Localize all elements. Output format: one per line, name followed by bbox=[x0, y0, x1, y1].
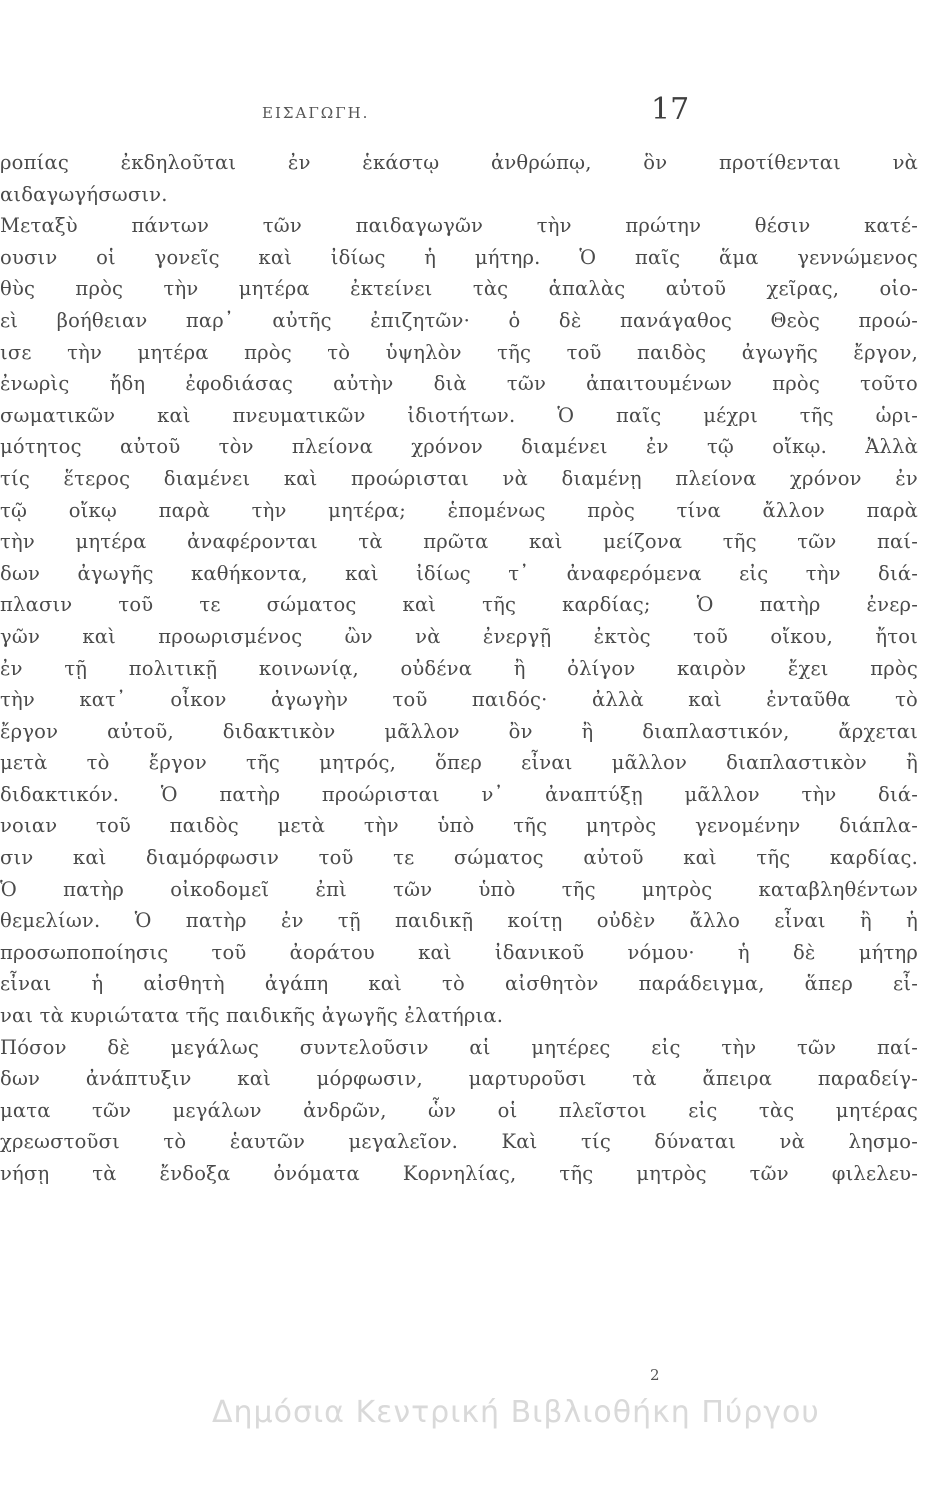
text-line: γῶν καὶ προωρισμένος ὢν νὰ ἐνεργῇ ἐκτὸς τοῦ οἴκου, ἤτοι bbox=[0, 624, 918, 648]
text-line: πλασιν τοῦ τε σώματος καὶ τῆς καρδίας; Ὁ πατὴρ ἐνερ- bbox=[0, 593, 918, 617]
text-line: ναι τὰ κυριώτατα τῆς παιδικῆς ἀγωγῆς ἐλατήρια. bbox=[0, 1004, 504, 1028]
text-line: τῷ οἴκῳ παρὰ τὴν μητέρα; ἑπομένως πρὸς τίνα ἄλλον παρὰ bbox=[0, 498, 918, 522]
text-line: σωματικῶν καὶ πνευματικῶν ἰδιοτήτων. Ὁ παῖς μέχρι τῆς ὡρι- bbox=[0, 403, 918, 427]
text-line: αιδαγωγήσωσιν. bbox=[0, 182, 168, 206]
text-line: θεμελίων. Ὁ πατὴρ ἐν τῇ παιδικῇ κοίτῃ οὐδὲν ἄλλο εἶναι ἢ ἡ bbox=[0, 909, 918, 933]
text-line: ροπίας ἐκδηλοῦται ἐν ἑκάστῳ ἀνθρώπῳ, ὃν προτίθενται νὰ bbox=[0, 151, 918, 174]
text-line: δων ἀγωγῆς καθήκοντα, καὶ ἰδίως τ᾽ ἀναφερόμενα εἰς τὴν διά- bbox=[0, 561, 918, 585]
text-line: τὴν μητέρα ἀναφέρονται τὰ πρῶτα καὶ μείζονα τῆς τῶν παί- bbox=[0, 530, 918, 554]
text-line: Ὁ πατὴρ οἰκοδομεῖ ἐπὶ τῶν ὑπὸ τῆς μητρὸς καταβληθέντων bbox=[0, 877, 918, 901]
text-line: νοιαν τοῦ παιδὸς μετὰ τὴν ὑπὸ τῆς μητρὸς γενομένην διάπλα- bbox=[0, 814, 918, 838]
text-line: Πόσον δὲ μεγάλως συντελοῦσιν αἱ μητέρες εἰς τὴν τῶν παί- bbox=[0, 1035, 918, 1059]
text-line: χρεωστοῦσι τὸ ἑαυτῶν μεγαλεῖον. Καὶ τίς δύναται νὰ λησμο- bbox=[0, 1130, 918, 1154]
text-line: τὴν κατ᾽ οἶκον ἀγωγὴν τοῦ παιδός· ἀλλὰ καὶ ἐνταῦθα τὸ bbox=[0, 688, 918, 712]
text-line: προσωποποίησις τοῦ ἀοράτου καὶ ἰδανικοῦ νόμου· ἡ δὲ μήτηρ bbox=[0, 940, 918, 964]
signature-mark: 2 bbox=[650, 1366, 660, 1384]
text-line: ἔργον αὐτοῦ, διδακτικὸν μᾶλλον ὂν ἢ διαπλαστικόν, ἄρχεται bbox=[0, 719, 918, 743]
text-line: μότητος αὐτοῦ τὸν πλείονα χρόνον διαμένει ἐν τῷ οἴκῳ. Ἀλλὰ bbox=[0, 435, 918, 459]
text-line: διδακτικόν. Ὁ πατὴρ προώρισται ν᾽ ἀναπτύξῃ μᾶλλον τὴν διά- bbox=[0, 782, 918, 806]
text-line: εὶ βοήθειαν παρ᾽ αὐτῆς ἐπιζητῶν· ὁ δὲ πανάγαθος Θεὸς προώ- bbox=[0, 308, 918, 332]
text-line: δων ἀνάπτυξιν καὶ μόρφωσιν, μαρτυροῦσι τὰ ἄπειρα παραδείγ- bbox=[0, 1067, 918, 1091]
text-line: τίς ἕτερος διαμένει καὶ προώρισται νὰ διαμένῃ πλείονα χρόνον ἐν bbox=[0, 466, 918, 490]
text-line: σιν καὶ διαμόρφωσιν τοῦ τε σώματος αὐτοῦ καὶ τῆς καρδίας. bbox=[0, 846, 918, 870]
text-line: ἐν τῇ πολιτικῇ κοινωνίᾳ, οὐδένα ἢ ὀλίγον καιρὸν ἔχει πρὸς bbox=[0, 656, 918, 680]
text-line: μετὰ τὸ ἔργον τῆς μητρός, ὅπερ εἶναι μᾶλλον διαπλαστικὸν ἢ bbox=[0, 751, 918, 775]
library-watermark: Δημόσια Κεντρική Βιβλιοθήκη Πύργου bbox=[212, 1395, 820, 1430]
body-text bbox=[0, 147, 918, 1190]
page-number: 17 bbox=[651, 92, 690, 127]
running-head bbox=[0, 92, 926, 132]
text-line: θὺς πρὸς τὴν μητέρα ἐκτείνει τὰς ἁπαλὰς αὐτοῦ χεῖρας, οἱο- bbox=[0, 277, 918, 301]
text-line: ματα τῶν μεγάλων ἀνδρῶν, ὧν οἱ πλεῖστοι εἰς τὰς μητέρας bbox=[0, 1098, 918, 1122]
text-line: εἶναι ἡ αἰσθητὴ ἀγάπη καὶ τὸ αἰσθητὸν παράδειγμα, ἅπερ εἶ- bbox=[0, 972, 918, 996]
text-line: ουσιν οἱ γονεῖς καὶ ἰδίως ἡ μήτηρ. Ὁ παῖς ἅμα γεννώμενος bbox=[0, 245, 918, 269]
text-line: ισε τὴν μητέρα πρὸς τὸ ὑψηλὸν τῆς τοῦ παιδὸς ἀγωγῆς ἔργον, bbox=[0, 340, 918, 364]
text-line: ἐνωρὶς ἤδη ἐφοδιάσας αὐτὴν διὰ τῶν ἀπαιτουμένων πρὸς τοῦτο bbox=[0, 372, 918, 396]
running-title: ΕΙΣΑΓΩΓΗ. bbox=[262, 104, 370, 122]
text-line: Μεταξὺ πάντων τῶν παιδαγωγῶν τὴν πρώτην θέσιν κατέ- bbox=[0, 214, 918, 238]
text-line: νήσῃ τὰ ἔνδοξα ὀνόματα Κορνηλίας, τῆς μητρὸς τῶν φιλελευ- bbox=[0, 1162, 918, 1185]
